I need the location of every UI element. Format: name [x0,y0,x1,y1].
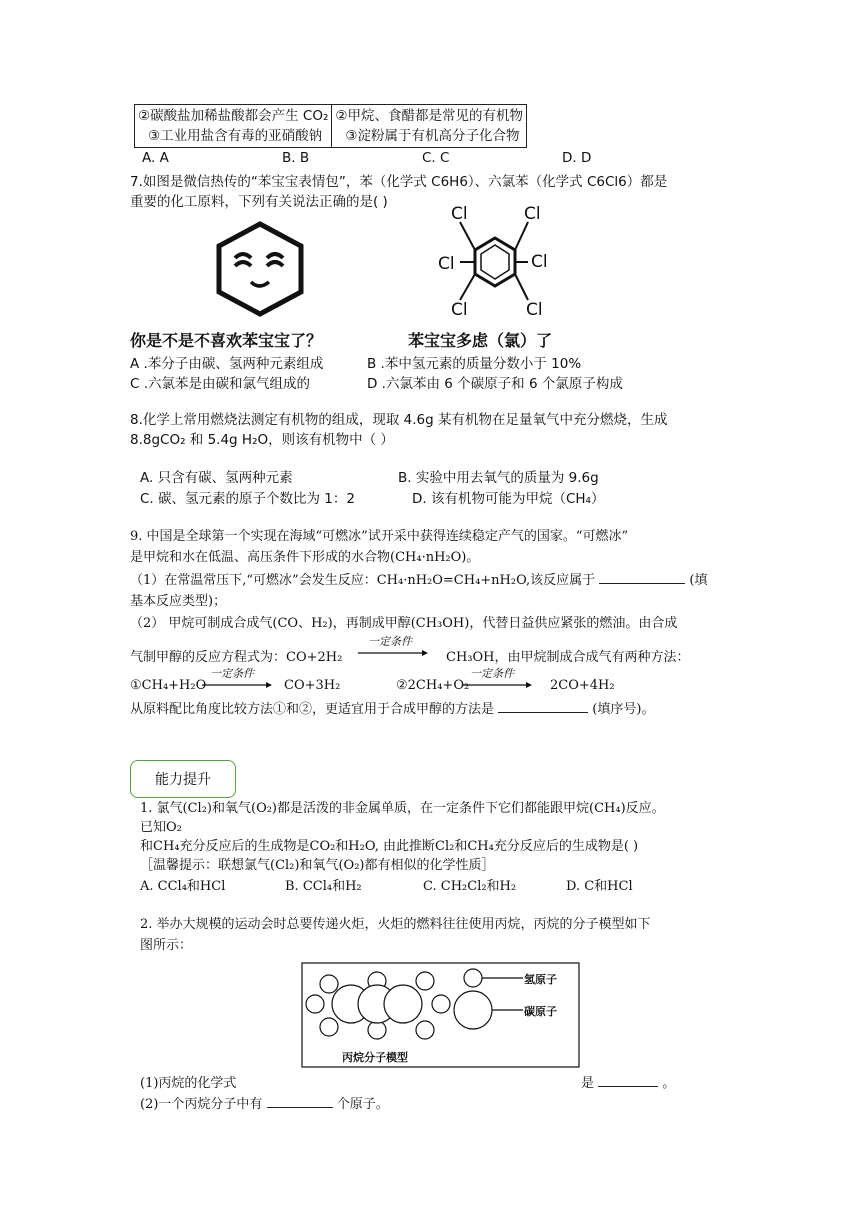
cl-label-top-right: Cl [524,204,541,224]
q6-cell-right-line1: ②甲烷、食醋都是常见的有机物 [335,108,523,124]
section-title: 能力提升 [155,772,211,788]
p2-sub2-prefix: (2)一个丙烷分子中有 [140,1097,263,1112]
q9-last-line [130,698,654,717]
q6-cell-right [332,105,527,148]
p1-option-b[interactable]: B. CCl₄和H₂ [285,879,362,894]
reaction-arrow-method2 [462,680,532,690]
p2-sub1-blank[interactable] [598,1072,658,1087]
q8-option-b[interactable]: B. 实验中用去氧气的质量为 9.6g [398,470,599,486]
q9-sub1-suffix: (填 [689,573,708,588]
q9-last-suffix: (填序号)。 [592,702,655,717]
benzene-emoji-image [205,218,315,318]
q9-stem-line2: 是甲烷和水在低温、高压条件下形成的水合物(CH₄·nH₂O)。 [130,550,480,565]
reaction-arrow-main [358,648,428,658]
q9-method2-reactants: ②2CH₄+O₂ [396,678,470,693]
q6-options-table [134,104,527,148]
p2-sub1-end: 。 [662,1076,676,1091]
q8-option-a[interactable]: A. 只含有碳、氢两种元素 [140,470,293,486]
q9-equation-product: CH₃OH，由甲烷制成合成气有两种方法： [446,650,690,665]
p2-sub1-is: 是 [581,1076,595,1091]
q9-last-blank[interactable] [498,698,588,713]
reaction-arrow-method1 [202,680,272,690]
q9-method2-products: 2CO+4H₂ [550,678,615,693]
q9-sub1-prefix: （1）在常温常压下,“可燃冰”会发生反应：CH₄·nH₂O=CH₄+nH₂O,该反应属于 [130,573,596,588]
q7-option-a[interactable]: A .苯分子由碳、氢两种元素组成 [130,356,324,372]
p2-sub1-prefix: (1)丙烷的化学式 [140,1076,237,1091]
p1-option-d[interactable]: D. C和HCl [566,879,633,894]
emoji-caption-left: 你是不是不喜欢苯宝宝了？ [130,331,323,350]
cl-label-right: Cl [531,252,548,272]
p1-option-c[interactable]: C. CH₂Cl₂和H₂ [423,879,517,894]
legend-hydrogen-label: 氢原子 [524,973,557,986]
section-badge [130,760,236,798]
q6-option-d[interactable]: D. D [562,150,592,166]
q6-cell-left-line1: ②碳酸盐加稀盐酸都会产生 CO₂ [138,108,329,124]
cl-label-left: Cl [438,254,455,274]
p1-stem-line3: 和CH₄充分反应后的生成物是CO₂和H₂O, 由此推断Cl₂和CH₄充分反应后的生成物是( ) [140,839,639,854]
q6-cell-right-line2: ③淀粉属于有机高分子化合物 [345,128,520,144]
p2-stem-line1: 2. 举办大规模的运动会时总要传递火炬，火炬的燃料往往使用丙烷，丙烷的分子模型如下 [140,917,651,932]
q9-stem-line1: 9. 中国是全球第一个实现在海域“可燃冰”试开采中获得连续稳定产气的国家。“可燃冰” [130,529,629,544]
q6-cell-left [135,105,332,148]
q7-stem-line1: 7.如图是微信热传的“苯宝宝表情包”，苯（化学式 C6H6）、六氯苯（化学式 C6Cl6）都是 [130,174,668,190]
q9-method1-products: CO+3H₂ [284,678,341,693]
q6-cell-left-line2: ③工业用盐含有毒的亚硝酸钠 [148,128,323,144]
q9-last-prefix: 从原料配比角度比较方法①和②，更适宜用于合成甲醇的方法是 [130,702,495,717]
q7-option-d[interactable]: D .六氯苯由 6 个碳原子和 6 个氯原子构成 [367,376,623,392]
p2-sub2-line [140,1093,389,1112]
condition-label-method1: 一定条件 [210,667,254,680]
q9-method1-reactants: ①CH₄+H₂O [130,678,207,693]
p2-stem-line2: 图所示： [140,938,193,953]
p2-sub1-answer [581,1072,675,1091]
q6-option-b[interactable]: B. B [282,150,310,166]
q7-stem-line2: 重要的化工原料，下列有关说法正确的是( ) [130,194,388,210]
q6-option-a[interactable]: A. A [142,150,169,166]
condition-label-method2: 一定条件 [470,667,514,680]
legend-carbon-label: 碳原子 [524,1005,557,1018]
q6-option-c[interactable]: C. C [422,150,450,166]
q7-option-b[interactable]: B .苯中氢元素的质量分数小于 10% [367,356,582,372]
cl-label-bottom-left: Cl [451,300,468,320]
q9-sub1-blank[interactable] [599,569,685,584]
q9-sub1-text [130,569,708,588]
cl-label-top-left: Cl [451,204,468,224]
condition-label-main: 一定条件 [368,635,412,648]
p1-option-a[interactable]: A. CCl₄和HCl [140,879,226,894]
p2-sub2-blank[interactable] [267,1093,333,1108]
q8-stem-line2: 8.8gCO₂ 和 5.4g H₂O，则该有机物中（ ） [130,432,394,448]
q8-stem-line1: 8.化学上常用燃烧法测定有机物的组成，现取 4.6g 某有机物在足量氧气中充分燃烧，生成 [130,412,668,428]
emoji-caption-right: 苯宝宝多虑（氯）了 [408,331,553,350]
q8-option-d[interactable]: D. 该有机物可能为甲烷（CH₄） [412,491,605,507]
q9-sub2-line1: （2） 甲烷可制成合成气(CO、H₂)，再制成甲醇(CH₃OH)，代替日益供应紧张的燃油。由合成 [130,616,678,631]
q9-sub1-line2: 基本反应类型)； [130,594,227,609]
p1-stem-line1: 1. 氯气(Cl₂)和氧气(O₂)都是活泼的非金属单质，在一定条件下它们都能跟甲烷(CH₄)反应。 [140,801,665,816]
p2-sub2-suffix: 个原子。 [336,1097,389,1112]
q9-equation-prefix: 气制甲醇的反应方程式为：CO+2H₂ [130,650,343,665]
cl-label-bottom-right: Cl [526,300,543,320]
q8-option-c[interactable]: C. 碳、氢元素的原子个数比为 1：2 [140,491,355,507]
p1-hint: ［温馨提示：联想氯气(Cl₂)和氧气(O₂)都有相似的化学性质］ [140,858,495,873]
model-caption: 丙烷分子模型 [342,1051,408,1064]
p1-stem-line2: 已知O₂ [140,820,182,835]
q7-option-c[interactable]: C .六氯苯是由碳和氯气组成的 [130,376,311,392]
